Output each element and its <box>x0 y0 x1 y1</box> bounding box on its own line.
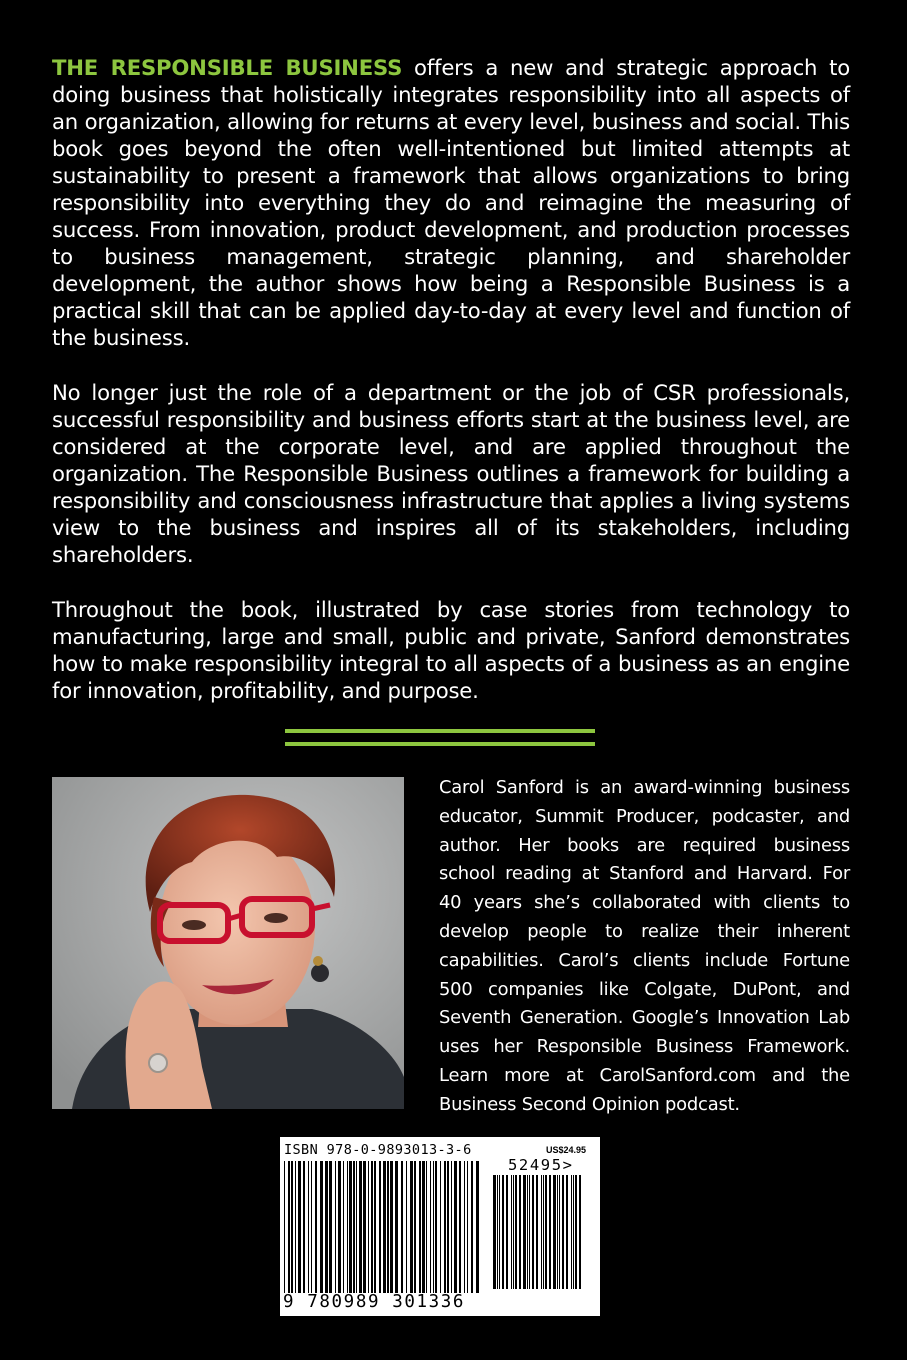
barcode-bar <box>566 1175 568 1289</box>
barcode-bar <box>553 1175 556 1289</box>
barcode-bar <box>506 1175 508 1289</box>
barcode-bar <box>433 1161 434 1293</box>
barcode-bar <box>401 1161 403 1293</box>
barcode-bar <box>562 1175 564 1289</box>
barcode-bar <box>573 1175 574 1289</box>
barcode-bar <box>303 1161 305 1293</box>
barcode-bar <box>291 1161 293 1293</box>
barcode-bar <box>440 1161 441 1293</box>
barcode-bar <box>338 1161 341 1293</box>
barcode-bar <box>464 1161 465 1293</box>
barcode-bar <box>419 1161 421 1293</box>
divider-line-top <box>285 729 595 733</box>
barcode-bar <box>426 1161 427 1293</box>
barcode-bar <box>349 1161 352 1293</box>
barcode-bar <box>579 1175 581 1289</box>
barcode-bar <box>383 1161 386 1293</box>
barcode-bar <box>513 1175 514 1289</box>
barcode-bar <box>422 1161 425 1293</box>
barcode-bar <box>543 1175 544 1289</box>
barcode-bar <box>523 1175 526 1289</box>
barcode-bar <box>559 1175 560 1289</box>
barcode-bar <box>476 1161 479 1293</box>
ean-barcode-bars <box>284 1161 482 1293</box>
barcode-bar <box>298 1161 301 1293</box>
barcode-bar <box>406 1161 407 1293</box>
barcode-bar <box>284 1161 285 1293</box>
barcode-bar <box>288 1161 290 1293</box>
barcode-bar <box>359 1161 362 1293</box>
barcode-bar <box>379 1161 381 1293</box>
barcode-bar <box>395 1161 398 1293</box>
barcode-bar <box>308 1161 309 1293</box>
barcode-bar <box>511 1175 512 1289</box>
barcode-bar <box>444 1161 446 1293</box>
barcode-bar <box>347 1161 348 1293</box>
book-title-lead: THE RESPONSIBLE BUSINESS <box>52 55 403 80</box>
barcode-bar <box>519 1175 521 1289</box>
barcode-bar <box>387 1161 389 1293</box>
ean-digits: 9 780989 301336 <box>283 1292 466 1312</box>
author-bio: Carol Sanford is an award-winning business educator, Summit Producer, podcaster, and author. Her books are required business school reading at Stanford and Harvard. For 40 years she’s collaborated with clients to develop people to realize their inherent capabilities. Carol’s clients include Fortune 500 companies like Colgate, DuPont, and Seventh Generation. Google’s Innovation Lab uses her Responsible Business Framework. Learn more at CarolSanford.com and the Business Second Opinion podcast. <box>439 777 850 1115</box>
barcode-bar <box>363 1161 366 1293</box>
barcode-bar <box>541 1175 542 1289</box>
barcode-bar <box>571 1175 572 1289</box>
barcode-bar <box>430 1161 431 1293</box>
barcode-bar <box>335 1161 336 1293</box>
barcode-bar <box>320 1161 323 1293</box>
barcode-bar <box>447 1161 449 1293</box>
barcode-bar <box>493 1175 496 1289</box>
barcode-bar <box>575 1175 577 1289</box>
barcode-bar <box>527 1175 528 1289</box>
barcode-bar <box>410 1161 413 1293</box>
barcode-bar <box>371 1161 373 1293</box>
barcode-bar <box>515 1175 517 1289</box>
barcode-bar <box>467 1161 468 1293</box>
barcode-bar <box>471 1161 473 1293</box>
addon-barcode-bars <box>493 1175 585 1289</box>
barcode-bar <box>454 1161 457 1293</box>
price-label: US$24.95 <box>545 1145 586 1155</box>
barcode-bar <box>368 1161 369 1293</box>
blurb-paragraph-1 <box>52 54 850 351</box>
blurb-paragraph-2: No longer just the role of a department or the job of CSR professionals, successful responsibility and business efforts start at the business level, are considered at the corporate level, and are applied throughout the organization. The Responsible Business outlines a framework for building a responsibility and consciousness infrastructure that applies a living systems view to the business and inspires all of its stakeholders, including shareholders. <box>52 380 850 567</box>
barcode-bar <box>315 1161 317 1293</box>
barcode-bar <box>343 1161 344 1293</box>
barcode-bar <box>532 1175 534 1289</box>
divider-line-bottom <box>285 742 595 746</box>
barcode-bar <box>451 1161 452 1293</box>
barcode-bar <box>295 1161 296 1293</box>
barcode-bar <box>311 1161 312 1293</box>
barcode-bar <box>536 1175 538 1289</box>
barcode-bar <box>545 1175 547 1289</box>
blurb-paragraph-1-text: offers a new and strategic approach to doing business that holistically integrates responsibility into all aspects of an organization, allowing for returns at every level, business and social. This book goes beyond the often well-intentioned but limited attempts at sustainability to present a framework that allows organizations to bring responsibility into everything they do and reimagine the measuring of success. From innovation, product development, and production processes to business management, strategic planning, and shareholder development, the author shows how being a Responsible Business is a practical skill that can be applied day-to-day at every level and function of the business. <box>52 55 850 350</box>
barcode-bar <box>414 1161 416 1293</box>
barcode-bar <box>529 1175 530 1289</box>
barcode-bar <box>356 1161 357 1293</box>
blurb-paragraph-3: Throughout the book, illustrated by case stories from technology to manufacturing, large and small, public and private, Sanford demonstrates how to make responsibility integral to all aspects of a business as an engine for innovation, profitability, and purpose. <box>52 597 850 703</box>
author-photo <box>52 777 404 1109</box>
price-addon-digits: 52495> <box>508 1156 574 1174</box>
barcode-bar <box>497 1175 498 1289</box>
barcode-bar <box>435 1161 437 1293</box>
isbn-barcode <box>280 1137 600 1316</box>
barcode-bar <box>459 1161 461 1293</box>
barcode-bar <box>329 1161 332 1293</box>
barcode-bar <box>325 1161 328 1293</box>
barcode-bar <box>390 1161 393 1293</box>
isbn-number: ISBN 978-0-9893013-3-6 <box>284 1142 472 1158</box>
barcode-bar <box>502 1175 504 1289</box>
barcode-bar <box>374 1161 376 1293</box>
barcode-bar <box>353 1161 355 1293</box>
barcode-bar <box>549 1175 551 1289</box>
barcode-bar <box>499 1175 500 1289</box>
barcode-bar <box>557 1175 558 1289</box>
